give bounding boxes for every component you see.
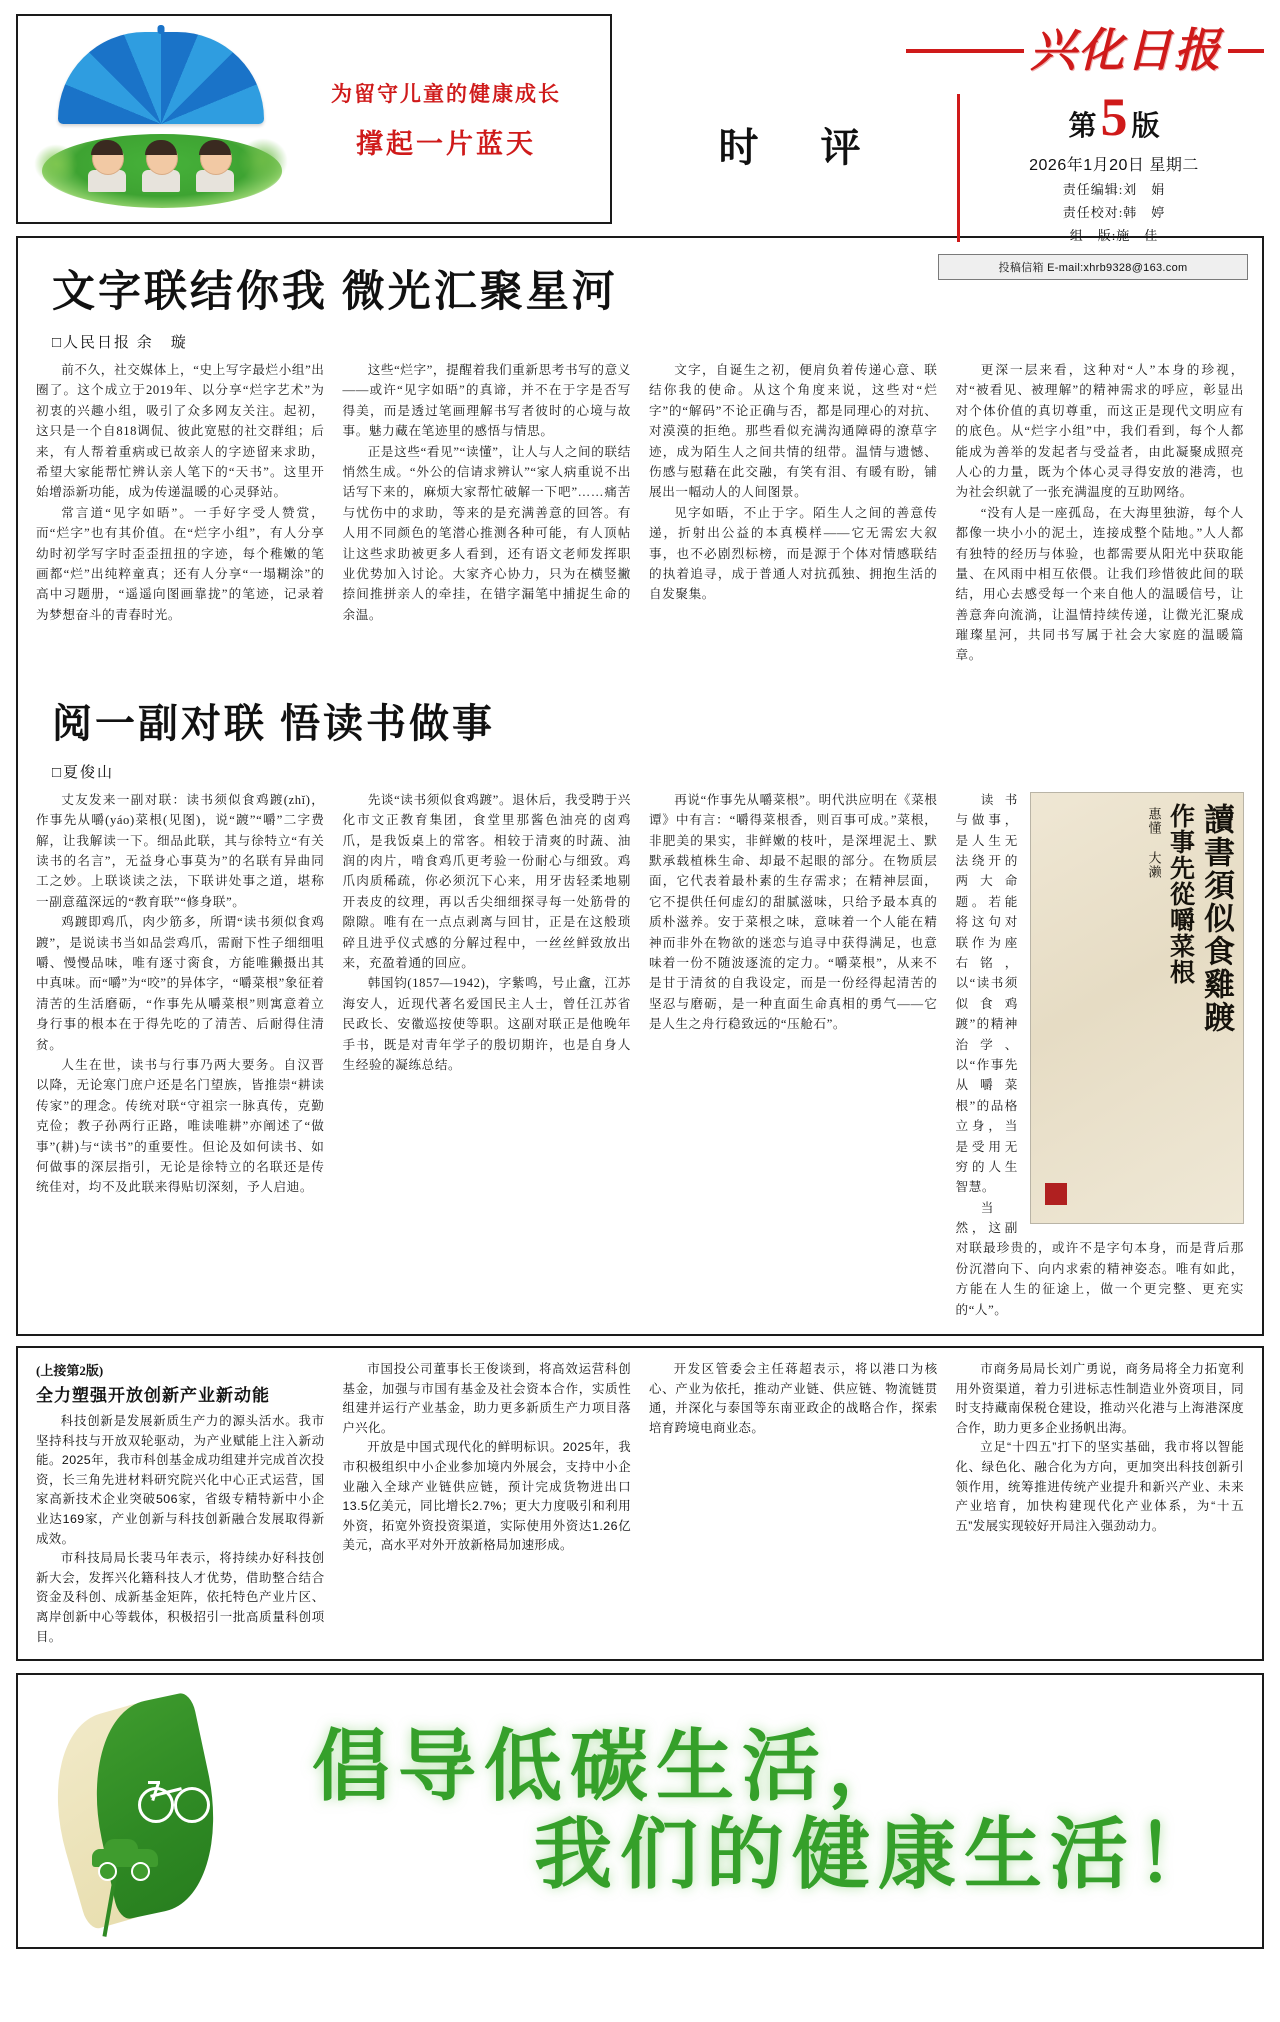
masthead-title-row bbox=[622, 14, 1264, 74]
banner-artwork bbox=[52, 1691, 302, 1931]
paragraph: 当然，这副对联最珍贵的，或许不是字句本身，而是背后那份沉潜向下、向内求索的精神姿态。唯有如此，方能在人生的征途上，做一个更完整、更充实的“人”。 bbox=[955, 1200, 1244, 1317]
banner-line-2: 我们的健康生活！ bbox=[533, 1810, 1222, 1899]
top-row bbox=[0, 0, 1280, 274]
main-article-box bbox=[16, 236, 1264, 1336]
promo-line-2: 撑起一片蓝天 bbox=[356, 128, 536, 159]
article2-columns bbox=[36, 790, 1244, 1320]
paragraph: 前不久，社交媒体上，“史上写字最烂小组”出圈了。这个成立于2019年、以分享“烂字艺术”为初衷的兴趣小组，吸引了众多网友关注。起初，这只是一个自818调侃、彼此宽慰的社交群组；后来，有人帮着重病或已故亲人的字迹留来求助，希望大家能帮忙辨认亲人笔下的“天书”。这里开始增添新功能，成为传递温暖的心灵驿站。 bbox=[36, 363, 325, 500]
paragraph: 开发区管委会主任蒋超表示，将以港口为核心、产业为依托，推动产业链、供应链、物流链贯通，并深化与泰国等东南亚政企的战略合作，探索培育跨境电商业态。 bbox=[649, 1362, 938, 1435]
paragraph: 文字，自诞生之初，便肩负着传递心意、联结你我的使命。从这个角度来说，这些对“烂字”的“解码”不论正确与否，都是同理心的对抗、对漠漠的拒绝。那些看似充满沟通障碍的潦草字迹，成为陌生人之间共情的纽带。温情与遗憾、伤感与慰藉在此交融，有笑有泪、有暖有盼，铺展出一幅动人的人间图景。 bbox=[649, 363, 938, 500]
car-icon bbox=[92, 1839, 158, 1877]
continuation-columns bbox=[36, 1360, 1244, 1647]
paragraph: 市国投公司董事长王俊谈到，将高效运营科创基金，加强与市国有基金及社会资本合作，实质性组建并运行产业基金，助力更多新质生产力项目落户兴化。 bbox=[342, 1362, 631, 1435]
continuation-title: 全力塑强开放创新产业新动能 bbox=[36, 1386, 270, 1406]
paragraph: “没有人是一座孤岛，在大海里独游，每个人都像一块小小的泥土，连接成整个陆地。”人人都有独特的经历与体验，也都需要从阳光中获取能量、在风雨中相互依偎。让我们珍惜彼此间的联结，用心去感受每一个来自他人的温暖信号，让善意奔向流淌，让温情持续传递，让微光汇聚成璀璨星河，共同书写属于社会大家庭的温暖篇章。 bbox=[955, 505, 1244, 663]
edition-label bbox=[964, 87, 1264, 147]
promo-artwork bbox=[18, 16, 308, 222]
paragraph: 常言道“见字如晤”。一手好字受人赞赏，而“烂字”也有其价值。在“烂字小组”，有人分享幼时初学写字时歪歪扭扭的字迹，每个稚嫩的笔画都“烂”出纯粹童真；还有人分享“一塌糊涂”的高中习题册，“遥遥向图画靠拢”的笔迹，记录着为梦想奋斗的青春时光。 bbox=[36, 505, 325, 622]
continuation-column-2 bbox=[343, 1360, 632, 1647]
paragraph: 立足“十四五”打下的坚实基础，我市将以智能化、绿色化、融合化为方向，更加突出科技创新引领作用，统筹推进传统产业提升和新兴产业、未来产业培育，加快构建现代化产业体系，为“十五五”发展实现较好开局注入强劲动力。 bbox=[955, 1440, 1244, 1533]
calligraphy-left-column: 作事先從嚼菜根 bbox=[1166, 802, 1194, 985]
responsible-editor: 责任编辑:刘 娟 bbox=[1062, 182, 1166, 197]
article1-column-2 bbox=[343, 360, 632, 666]
public-service-promo bbox=[16, 14, 612, 224]
calligraphy-right-column: 讀書須似食雞踱 bbox=[1199, 802, 1234, 1034]
paragraph: 读书与做事，是人生无法绕开的两大命题。若能将这句对联作为座右铭，以“读书须似食鸡踱”的精神治学、以“作事先从嚼菜根”的品格立身，当是受用无穷的人生智慧。 bbox=[955, 792, 1018, 1195]
edition-suffix: 版 bbox=[1131, 111, 1160, 142]
masthead-body bbox=[622, 87, 1264, 244]
promo-text bbox=[308, 78, 610, 161]
article1-column-3 bbox=[649, 360, 938, 666]
bicycle-icon bbox=[138, 1775, 210, 1819]
article1-columns bbox=[36, 360, 1244, 666]
paragraph: 开放是中国式现代化的鲜明标识。2025年，我市积极组织中小企业参加境内外展会，支持中小企业融入全球产业链供应链，预计完成货物进出口13.5亿美元，同比增长2.7%；更大力度吸引和利用外资，拓宽外资投资渠道，实际使用外资达1.26亿美元，高水平对外开放新格局加速形成。 bbox=[342, 1440, 631, 1553]
umbrella-icon bbox=[58, 32, 264, 124]
masthead-info bbox=[960, 87, 1264, 244]
paragraph: 鸡踱即鸡爪，肉少筋多，所谓“读书须似食鸡踱”，是说读书当如品尝鸡爪，需耐下性子细细咀嚼、慢慢品味，唯有逐寸脔食，方能唯獭摄出其中真味。而“嚼”为“咬”的异体字，“嚼菜根”象征着清苦的生活磨砺，“作事先从嚼菜根”则寓意着立身行事的根本在于得先吃的了清苦、后耐得住清贫。 bbox=[36, 915, 325, 1052]
edition-prefix: 第 bbox=[1068, 111, 1097, 142]
seal-icon bbox=[1045, 1183, 1067, 1205]
continuation-from-page: (上接第2版) bbox=[36, 1363, 104, 1379]
paragraph: 见字如晤，不止于字。陌生人之间的善意传递，折射出公益的本真模样——它无需宏大叙事，也不必剧烈标榜，而是源于个体对情感联结的执着追寻，成于普通人对抗孤独、拥抱生活的自发聚集。 bbox=[649, 505, 938, 602]
paragraph: 科技创新是发展新质生产力的源头活水。我市坚持科技与开放双轮驱动，为产业赋能上注入新动能。2025年，我市科创基金成功组建并完成首次投资，长三角先进材料研究院兴化中心正式运营，国家高新技术企业突破506家，省级专精特新中小企业达169家，产业创新与科技创新融合发展取得新成效。 bbox=[36, 1414, 325, 1546]
bottom-psa-banner bbox=[16, 1673, 1264, 1949]
paragraph: 韩国钧(1857—1942)，字紫鸣，号止盦，江苏海安人，近现代著名爱国民主人士，曾任江苏省民政长、安徽巡按使等职。这副对联正是他晚年手书，既是对青年学子的殷切期许，也是自身人生经验的凝练总结。 bbox=[342, 976, 631, 1072]
promo-line-1: 为留守儿童的健康成长 bbox=[331, 82, 561, 106]
continuation-column-4 bbox=[956, 1360, 1245, 1647]
paragraph: 市商务局局长刘广勇说，商务局将全力拓宽利用外资渠道，着力引进标志性制造业外资项目，同时支持藏南保税仓建设，推动兴化港与上海港深度合作，助力更多企业扬帆出海。 bbox=[955, 1362, 1244, 1435]
paper-name: 兴化日报 bbox=[1030, 25, 1222, 76]
masthead bbox=[622, 14, 1264, 274]
paragraph: 人生在世，读书与行事乃两大要务。自汉晋以降，无论寒门庶户还是名门望族，皆推崇“耕读传家”的理念。传统对联“守祖宗一脉真传，克勤克俭；教子孙两行正路，唯读唯耕”亦阐述了“做事”(耕)与“读书”的重要性。但论及如何读书、如何做事的深层指引，无论是徐特立的名联还是传统佳对，均不及此联来得贴切深刻，予人启迪。 bbox=[36, 1057, 325, 1195]
paragraph: 这些“烂字”，提醒着我们重新思考书写的意义——或许“见字如晤”的真谛，并不在于字是否写得美，而是透过笔画理解书写者彼时的心境与故事。魅力藏在笔迹里的感悟与情思。 bbox=[342, 363, 631, 439]
masthead-rule-right bbox=[1228, 49, 1264, 53]
article2-column-4 bbox=[956, 790, 1245, 1320]
paragraph: 正是这些“看见”“读懂”，让人与人之间的联结悄然生成。“外公的信请求辨认”“家人病重说不出话写下来的，麻烦大家帮忙破解一下吧”……痛苦与忧伤中的求助，等来的是充满善意的回答。有人用不同颜色的笔潜心推测各种可能，有人顶帖让这些求助被更多人看到，还有语文老师发挥职业优势加入讨论。大家齐心协力，只为在横竖撇捺间推拼亲人的牵挂，在错字漏笔中捕捉生命的余温。 bbox=[342, 444, 631, 622]
banner-line-1: 倡导低碳生活， bbox=[312, 1722, 915, 1811]
continuation-article-box bbox=[16, 1346, 1264, 1661]
article2-column-3 bbox=[649, 790, 938, 1320]
paragraph: 先谈“读书须似食鸡踱”。退休后，我受聘于兴化市文正教育集团，食堂里那酱色油亮的卤鸡爪，是我饭桌上的常客。相较于清爽的时蔬、油润的肉片，啃食鸡爪更考验一份耐心与细致。鸡爪肉质稀疏，你必须沉下心来，用牙齿轻柔地剔开表皮的纹理，再以舌尖细细探寻每一处筋骨的隙隙。唯有在一点点剥离与回甘，正是在这般琐碎且进乎仪式感的分解过程中，一丝丝鲜致放出来，充盈着通的回应。 bbox=[342, 792, 631, 970]
calligraphy-couplet-image bbox=[1030, 792, 1244, 1224]
calligraphy-signature: 惠懂 大濑 bbox=[1146, 806, 1162, 879]
submission-email-bar: 投稿信箱 E-mail:xhrb9328@163.com bbox=[938, 254, 1248, 280]
responsible-proofreader: 责任校对:韩 婷 bbox=[1062, 205, 1166, 220]
section-name: 时 评 bbox=[718, 125, 887, 170]
article2-column-2 bbox=[343, 790, 632, 1320]
paragraph: 再说“作事先从嚼菜根”。明代洪应明在《菜根谭》中有言：“嚼得菜根香，则百事可成。”菜根，非肥美的果实，非鲜嫩的枝叶，是深埋泥土、默默承载植株生命、却最不起眼的部分。在物质层面，它代表着最朴素的生存需求；在精神层面，它不提供任何虚幻的甜腻滋味，只给予最本真的质朴滋养。安于菜根之味，意味着一个人能在精神而非外在物欲的迷恋与追寻中获得满足，也意味着一份不随波逐流的定力。“嚼菜根”，从来不是甘于清贫的自我设定，而是一份经得起清苦的坚忍与磨砺，是一种直面生命真相的勇气——它是人生之舟行稳致远的“压舱石”。 bbox=[649, 792, 938, 1032]
article1-column-1 bbox=[36, 360, 325, 666]
article2-byline: □夏俊山 bbox=[52, 764, 115, 781]
paragraph: 丈友发来一副对联：读书须似食鸡踱(zhǐ)，作事先从嚼(yáo)菜根(见图)，说“踱”“嚼”二字费解，让我解读一下。细品此联，其与徐特立“有关读书的名言”，无益身心事莫为”的名联有异曲同工之妙。上联谈读之法，下联讲处事之道，堪称一副意蕴深远的“教育联”“修身联”。 bbox=[36, 792, 325, 909]
article1-headline: 文字联结你我 微光汇聚星河 bbox=[52, 269, 618, 316]
continuation-column-3 bbox=[649, 1360, 938, 1647]
continuation-column-1 bbox=[36, 1360, 325, 1647]
paragraph: 更深一层来看，这种对“人”本身的珍视，对“被看见、被理解”的精神需求的呼应，彰显出对个体价值的真切尊重，而这正是现代文明应有的底色。从“烂字小组”中，我们看到，每个人都能成为善举的发起者与受益者，由此凝聚成照亮人心的力量，既为个体心灵寻得安放的港湾，也为社会织就了一张充满温度的互助网络。 bbox=[955, 363, 1244, 500]
article2-column-1 bbox=[36, 790, 325, 1320]
paragraph: 市科技局局长裴马年表示，将持续办好科技创新大会，发挥兴化籍科技人才优势，借助整合结合资金及科创、成新基金矩阵，依托特色产业片区、离岸创新中心等载体，积极招引一批高质量科创项目。 bbox=[36, 1551, 325, 1644]
edition-number: 5 bbox=[1100, 87, 1128, 147]
banner-text bbox=[302, 1722, 1262, 1899]
article2-headline: 阅一副对联 悟读书做事 bbox=[52, 700, 495, 746]
article1-column-4 bbox=[956, 360, 1245, 666]
article1-byline: □人民日报 余 璇 bbox=[52, 335, 188, 351]
masthead-rule-left bbox=[906, 49, 1024, 53]
children-illustration bbox=[86, 136, 236, 192]
layout-credit: 组 版:施 佳 bbox=[1069, 228, 1159, 243]
publication-date: 2026年1月20日 星期二 bbox=[1029, 157, 1199, 174]
